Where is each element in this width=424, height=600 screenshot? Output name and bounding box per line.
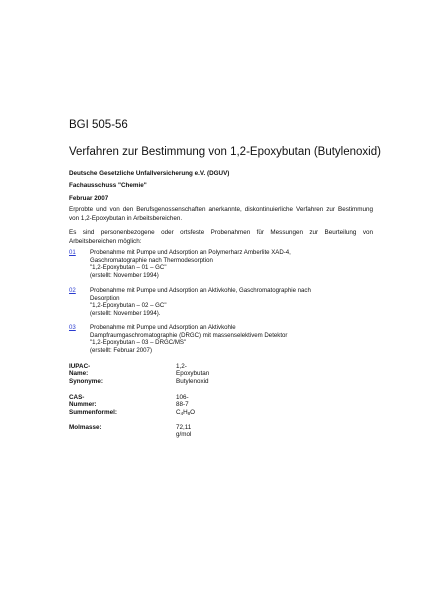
- method-line: Desorption: [90, 294, 120, 302]
- formula-element: H: [183, 408, 188, 416]
- method-line: "1,2-Epoxybutan – 03 – DRGC/MS": [90, 339, 187, 347]
- property-label: Synonyme:: [69, 378, 103, 386]
- organization-name: Deutsche Gesetzliche Unfallversicherung e.V. (DGUV): [69, 170, 230, 177]
- method-description: [90, 324, 380, 354]
- property-value: Butylenoxid: [176, 378, 209, 386]
- property-label: CAS-Nummer:: [69, 393, 97, 408]
- formula-subscript: 4: [180, 410, 184, 416]
- publication-date: Februar 2007: [69, 195, 109, 202]
- sampling-paragraph: Es sind personenbezogene oder ortsfeste Probenahmen für Messungen zur Beurteilung von Arbeitsbereichen möglich:: [69, 229, 373, 245]
- document-title: Verfahren zur Bestimmung von 1,2-Epoxybutan (Butylenoxid): [69, 146, 381, 158]
- method-link-02[interactable]: 02: [69, 287, 76, 294]
- method-line: "1,2-Epoxybutan – 02 – GC": [90, 302, 167, 310]
- method-description: [90, 249, 380, 279]
- method-line: Dampfraumgaschromatographie (DRGC) mit massenselektivem Detektor: [90, 331, 288, 339]
- method-line: (erstellt: November 1994): [90, 271, 159, 279]
- method-line: "1,2-Epoxybutan – 01 – GC": [90, 264, 167, 272]
- committee-name: Fachausschuss "Chemie": [69, 182, 147, 189]
- property-label: Molmasse:: [69, 424, 102, 432]
- formula-element: C: [176, 408, 181, 416]
- property-value: 72,11 g/mol: [176, 424, 192, 439]
- method-line: (erstellt: Februar 2007): [90, 346, 152, 354]
- property-value: 1,2-Epoxybutan: [176, 363, 210, 377]
- method-line: Probenahme mit Pumpe und Adsorption an Aktivkohle: [90, 324, 236, 331]
- method-link-03[interactable]: 03: [69, 324, 76, 331]
- document-code: BGI 505-56: [69, 119, 128, 131]
- method-line: Gaschromatographie nach Thermodesorption: [90, 256, 213, 264]
- property-value: 106-88-7: [176, 393, 189, 408]
- method-line: Probenahme mit Pumpe und Adsorption an Polymerharz Amberlite XAD-4,: [90, 249, 291, 256]
- formula-element: O: [190, 408, 196, 416]
- method-line: Probenahme mit Pumpe und Adsorption an Aktivkohle, Gaschromatographie nach: [90, 287, 311, 294]
- molecular-formula: [176, 409, 195, 416]
- method-line: (erstellt: November 1994).: [90, 309, 161, 317]
- property-label: IUPAC-Name:: [69, 363, 91, 377]
- formula-subscript: 8: [187, 410, 191, 416]
- method-description: [90, 287, 380, 317]
- intro-paragraph: Erprobte und von den Berufsgenossenschaften anerkannte, diskontinuierliche Verfahren zur Bestimmung von 1,2-Epoxybutan in Arbeitsbereichen.: [69, 206, 373, 222]
- method-link-01[interactable]: 01: [69, 249, 76, 256]
- property-label: Summenformel:: [69, 408, 117, 416]
